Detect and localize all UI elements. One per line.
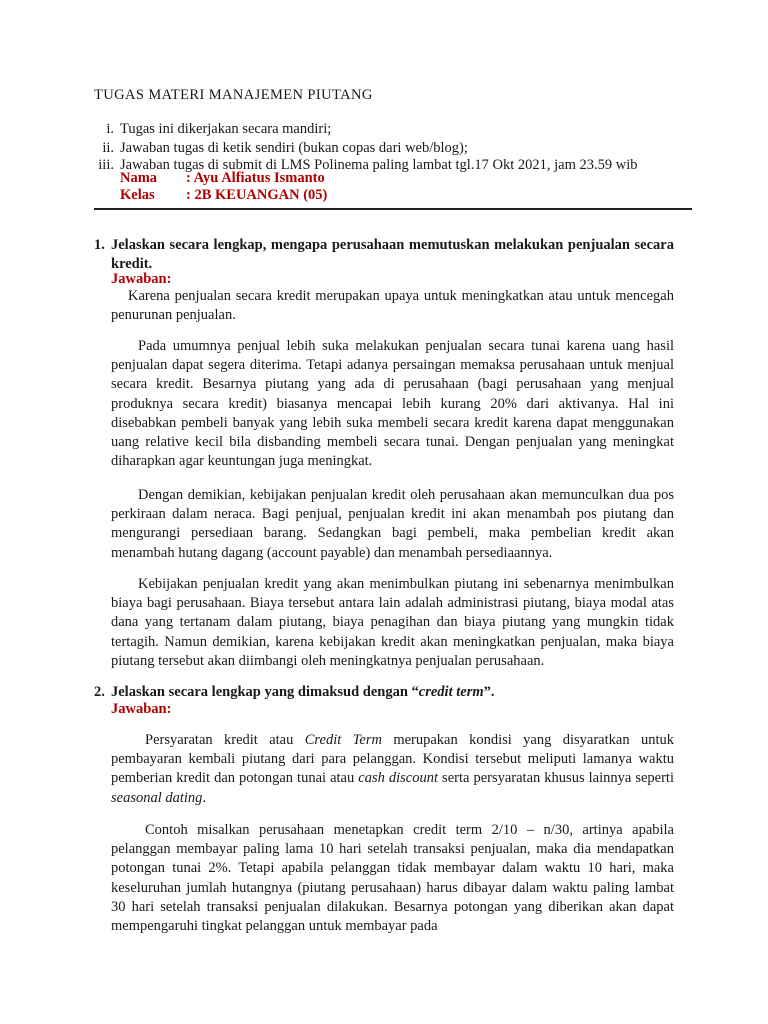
name-label: Nama [120,170,158,186]
term-cash-discount: cash discount [358,770,439,787]
section-divider [94,208,692,210]
instruction-text: Tugas ini dikerjakan secara mandiri; [120,121,332,137]
answer-label: Jawaban: [111,701,172,717]
answer-label: Jawaban: [111,271,172,287]
question-number: 1. [94,237,105,253]
term-credit-term: Credit Term [304,732,382,748]
answer-paragraph: Persyaratan kredit atau Credit Term merupakan kondisi yang disyaratkan untuk pembayaran kembali piutang dari para pelanggan. Kondisi tersebut meliputi lamanya waktu pemberian kredit dan potongan tunai atau cash discount serta persyaratan khusus lainnya seperti seasonal dating. [111,732,674,806]
class-label: Kelas [120,187,155,203]
instruction-item [82,120,692,139]
instruction-number: iii. [98,157,114,173]
instruction-number: i. [106,121,114,137]
answer-paragraph: Kebijakan penjualan kredit yang akan menimbulkan piutang ini sebenarnya menimbulkan biaya bagi perusahaan. Biaya tersebut antara lain adalah administrasi piutang, biaya modal atas dana yang tertanam dalam piutang, biaya penagihan dan biaya piutang yang mungkin tidak tertagih. Namun demikian, karena kebijakan kredit akan meningkatkan penjualan, maka biaya piutang tersebut akan diimbangi oleh meningkatnya penjualan perusahaan. [111,576,674,669]
class-value: : 2B KEUANGAN (05) [186,187,328,203]
document-title: TUGAS MATERI MANAJEMEN PIUTANG [94,87,373,103]
question-text-end: ”. [483,684,495,700]
student-name-row [120,170,325,187]
answer-paragraph: Contoh misalkan perusahaan menetapkan credit term 2/10 – n/30, artinya apabila pelanggan membayar paling lama 10 hari setelah transaksi penjualan, maka dia mendapatkan potongan tunai 2%. Tetapi apabila pelanggan tidak membayar dalam waktu 10 hari, maka keseluruhan jumlah hutangnya (piutang perusahaan) harus dibayar dalam waktu paling lambat 30 hari setelah transaksi penjualan dilakukan. Besarnya potongan yang diberikan akan dapat mempengaruhi tingkat pelanggan untuk membayar pada [111,822,674,935]
answer-paragraph: Pada umumnya penjual lebih suka melakukan penjualan secara tunai karena uang hasil penjualan dapat segera diterima. Tetapi adanya persaingan memaksa perusahaan untuk menjual secara kredit. Besarnya piutang yang ada di perusahaan (bagi perusahaan yang menjual produknya secara kredit) biasanya mencapai lebih kurang 20% dari aktivanya. Hal ini disebabkan pembeli banyak yang lebih suka membeli secara kredit karena dapat menggunakan uang relative kecil bila disbanding membeli secara tunai. Dengan penjualan yang meningkat diharapkan agar keuntungan juga meningkat. [111,338,674,470]
instruction-number: ii. [102,140,114,156]
question-text: Jelaskan secara lengkap, mengapa perusahaan memutuskan melakukan penjualan secara kredit. [111,237,674,272]
question-term: credit term [418,684,484,700]
term-seasonal-dating: seasonal dating [111,789,203,806]
answer-paragraph: Dengan demikian, kebijakan penjualan kredit oleh perusahaan akan memunculkan dua pos perkiraan dalam neraca. Bagi penjual, penjualan kredit ini akan menambah pos piutang dan mengurangi persediaan barang. Sedangkan bagi pembeli, maka pembelian kredit akan menambah hutang dagang (account payable) dan menambah persediaannya. [111,487,674,561]
student-class-row [120,187,327,204]
name-value: : Ayu Alfiatus Ismanto [186,170,325,186]
answer-paragraph: Karena penjualan secara kredit merupakan upaya untuk meningkatkan atau untuk mencegah penurunan penjualan. [111,288,674,324]
question-text-start: Jelaskan secara lengkap yang dimaksud dengan “ [111,684,419,700]
instruction-text: Jawaban tugas di submit di LMS Polinema paling lambat tgl.17 Okt 2021, jam 23.59 wib [120,157,638,173]
instruction-text: Jawaban tugas di ketik sendiri (bukan copas dari web/blog); [120,140,468,156]
question-1 [94,236,674,274]
question-number: 2. [94,684,105,700]
question-2 [94,683,674,702]
